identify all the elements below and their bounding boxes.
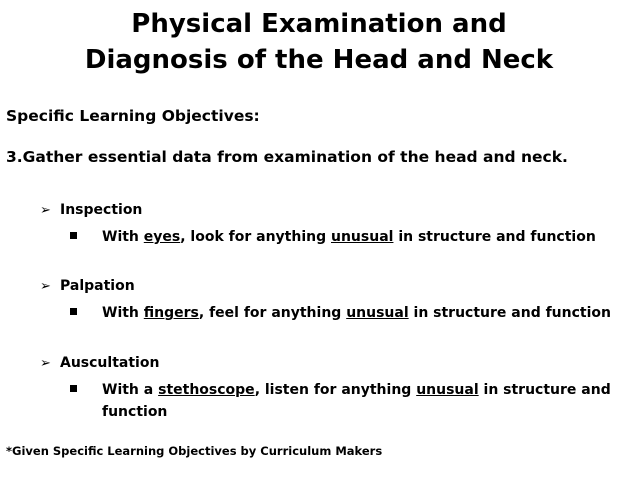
- square-bullet-icon: [70, 308, 77, 315]
- detail-underlined: unusual: [416, 382, 479, 398]
- detail-part: , listen for anything: [254, 382, 417, 398]
- arrow-bullet-icon: ➢: [40, 356, 51, 371]
- detail-part: in structure and function: [102, 382, 611, 420]
- detail-underlined: eyes: [143, 229, 181, 245]
- detail-underlined: unusual: [346, 305, 409, 321]
- arrow-bullet-icon: ➢: [40, 279, 51, 294]
- detail-underlined: stethoscope: [158, 382, 255, 398]
- section-palpation: [40, 277, 135, 296]
- detail-part: With: [102, 305, 144, 321]
- square-bullet-icon: [70, 232, 77, 239]
- detail-part: , look for anything: [180, 229, 331, 245]
- slide-title: [0, 6, 638, 78]
- section-heading: Auscultation: [60, 355, 160, 371]
- detail-part: in structure and function: [393, 229, 596, 245]
- objectives-heading: Specific Learning Objectives:: [6, 107, 260, 125]
- section-inspection: [40, 201, 142, 220]
- detail-part: With a: [102, 382, 159, 398]
- detail-part: With: [102, 229, 144, 245]
- detail-underlined: fingers: [143, 305, 199, 321]
- objective-text: 3.Gather essential data from examination of the head and neck.: [6, 148, 568, 166]
- detail-text: [102, 379, 632, 423]
- arrow-bullet-icon: ➢: [40, 203, 51, 218]
- square-bullet-icon: [70, 385, 77, 392]
- detail-text: [102, 226, 632, 248]
- slide-title-line-2: Diagnosis of the Head and Neck: [84, 45, 554, 75]
- detail-part: , feel for anything: [198, 305, 347, 321]
- detail-text: [102, 302, 632, 324]
- section-heading: Palpation: [60, 278, 135, 294]
- section-heading: Inspection: [60, 202, 143, 218]
- footnote: *Given Specific Learning Objectives by Curriculum Makers: [6, 444, 383, 458]
- slide-title-line-1: Physical Examination and: [131, 9, 507, 39]
- section-auscultation: [40, 354, 159, 373]
- detail-part: in structure and function: [408, 305, 611, 321]
- detail-underlined: unusual: [331, 229, 394, 245]
